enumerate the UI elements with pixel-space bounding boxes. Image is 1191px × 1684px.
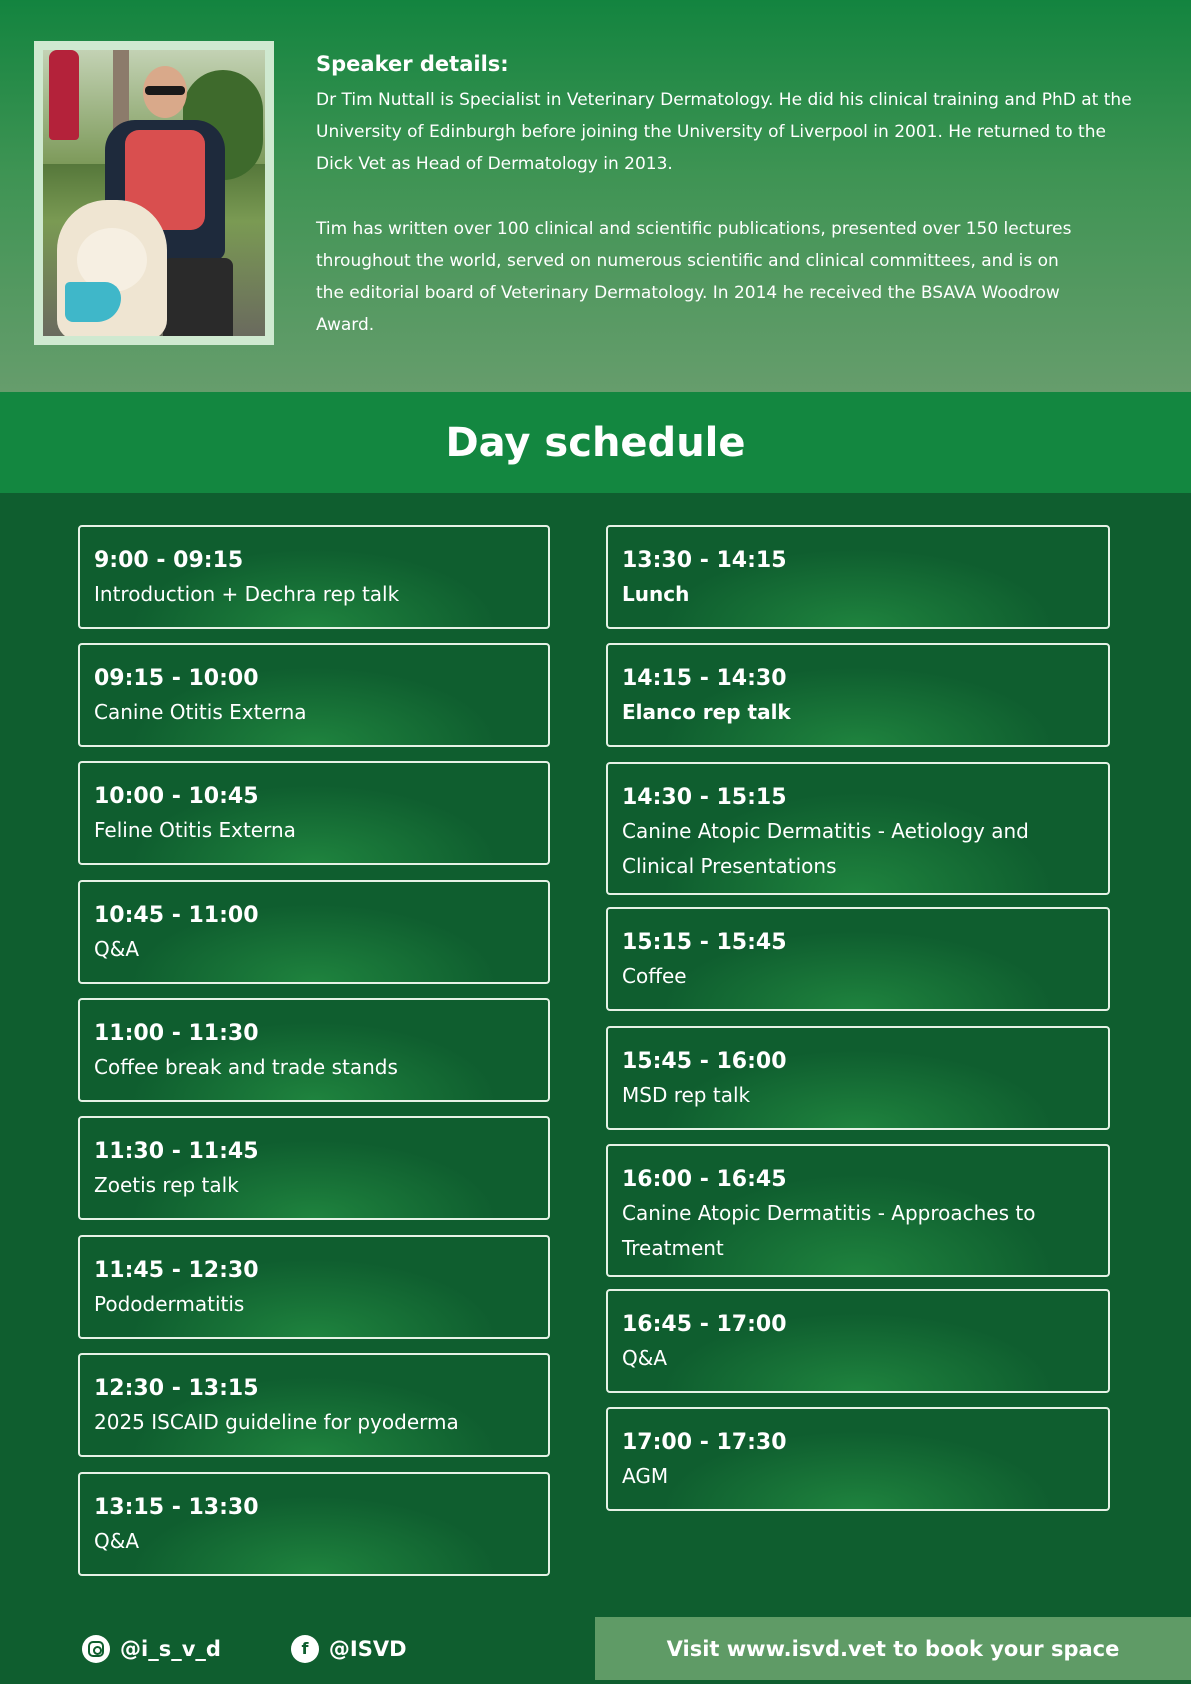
- schedule-item-time: 14:30 - 15:15: [622, 785, 787, 810]
- footer-cta: [595, 1617, 1191, 1680]
- schedule-item-time: 16:00 - 16:45: [622, 1167, 787, 1192]
- schedule-item-title: Q&A: [622, 1346, 668, 1370]
- schedule-item: [606, 525, 1110, 629]
- speaker-photo: [43, 50, 265, 336]
- speaker-photo-frame: [34, 41, 274, 345]
- schedule-item: [606, 1407, 1110, 1511]
- schedule-item-title: AGM: [622, 1464, 669, 1488]
- schedule-item-time: 14:15 - 14:30: [622, 666, 787, 691]
- booking-cta-text[interactable]: Visit www.isvd.vet to book your space: [666, 1636, 1120, 1661]
- schedule-item-time: 09:15 - 10:00: [94, 666, 259, 691]
- schedule-item-time: 15:45 - 16:00: [622, 1049, 787, 1074]
- schedule-item: [78, 880, 550, 984]
- schedule-item: [78, 1353, 550, 1457]
- footer-social: [0, 1617, 595, 1680]
- schedule-item: [606, 762, 1110, 895]
- schedule-item-time: 11:30 - 11:45: [94, 1139, 259, 1164]
- speaker-bio-paragraph-1: Dr Tim Nuttall is Specialist in Veterinary Dermatology. He did his clinical training and PhD at the University of Edinburgh before joining the University of Liverpool in 2001. He returned to the Dick Vet as Head of Dermatology in 2013.: [316, 90, 1132, 174]
- schedule-item-title: Q&A: [94, 1529, 140, 1553]
- schedule-item-time: 12:30 - 13:15: [94, 1376, 259, 1401]
- schedule-item-time: 17:00 - 17:30: [622, 1430, 787, 1455]
- schedule-item-title: Feline Otitis Externa: [94, 818, 296, 842]
- schedule-item-title: Coffee: [622, 964, 687, 988]
- schedule-item-time: 11:00 - 11:30: [94, 1021, 259, 1046]
- schedule-item-time: 10:00 - 10:45: [94, 784, 259, 809]
- speaker-bio-paragraph-2: Tim has written over 100 clinical and scientific publications, presented over 150 lectures throughout the world, served on numerous scientific and clinical committees, and is on the editorial board of Veterinary Dermatology. In 2014 he received the BSAVA Woodrow Award.: [316, 219, 1072, 335]
- schedule-item: [78, 643, 550, 747]
- schedule-item: [78, 525, 550, 629]
- schedule-item-time: 13:30 - 14:15: [622, 548, 787, 573]
- schedule-item-title: Canine Atopic Dermatitis - Aetiology and Clinical Presentations: [622, 819, 1029, 878]
- schedule-item: [78, 1116, 550, 1220]
- schedule-item: [78, 998, 550, 1102]
- speaker-heading: Speaker details:: [316, 52, 509, 76]
- speaker-section: [0, 0, 1191, 392]
- schedule-heading-band: [0, 392, 1191, 493]
- facebook-link[interactable]: [291, 1635, 407, 1663]
- schedule-item-time: 9:00 - 09:15: [94, 548, 244, 573]
- schedule-item: [606, 907, 1110, 1011]
- schedule-item-title: Zoetis rep talk: [94, 1173, 239, 1197]
- schedule-item-title: Canine Atopic Dermatitis - Approaches to Treatment: [622, 1201, 1036, 1260]
- facebook-icon: f: [291, 1635, 319, 1663]
- schedule-item: [606, 1144, 1110, 1277]
- instagram-handle: @i_s_v_d: [120, 1636, 221, 1661]
- schedule-item-title: Introduction + Dechra rep talk: [94, 582, 400, 606]
- schedule-item-title: Canine Otitis Externa: [94, 700, 307, 724]
- facebook-handle: @ISVD: [328, 1636, 407, 1661]
- schedule-item-time: 10:45 - 11:00: [94, 903, 259, 928]
- schedule-item-title: Coffee break and trade stands: [94, 1055, 398, 1079]
- schedule-item: [606, 1026, 1110, 1130]
- schedule-item: [78, 1235, 550, 1339]
- schedule-item-time: 15:15 - 15:45: [622, 930, 787, 955]
- schedule-item-title: Pododermatitis: [94, 1292, 245, 1316]
- schedule-item-time: 11:45 - 12:30: [94, 1258, 259, 1283]
- schedule-item-title: Q&A: [94, 937, 140, 961]
- schedule-item: [606, 1289, 1110, 1393]
- schedule-item: [606, 643, 1110, 747]
- instagram-link[interactable]: [82, 1635, 221, 1663]
- schedule-item-title: 2025 ISCAID guideline for pyoderma: [94, 1410, 459, 1434]
- schedule-item: [78, 761, 550, 865]
- schedule-item-title: Lunch: [622, 582, 690, 606]
- schedule-item-title: MSD rep talk: [622, 1083, 751, 1107]
- instagram-icon: [82, 1635, 110, 1663]
- schedule-heading: Day schedule: [445, 419, 746, 466]
- schedule-item: [78, 1472, 550, 1576]
- schedule-item-time: 16:45 - 17:00: [622, 1312, 787, 1337]
- schedule-item-time: 13:15 - 13:30: [94, 1495, 259, 1520]
- schedule-item-title: Elanco rep talk: [622, 700, 791, 724]
